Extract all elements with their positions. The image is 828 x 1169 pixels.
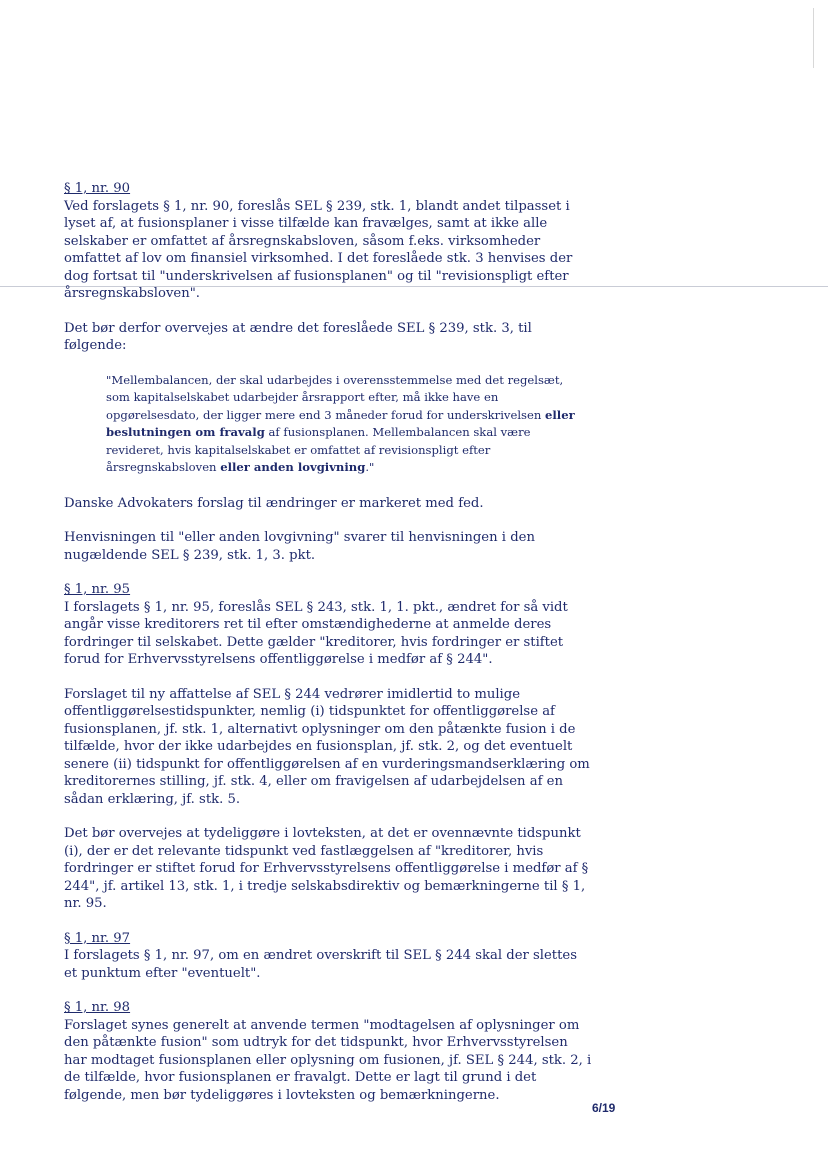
quote-bold-insertion: eller anden lovgivning [220, 460, 366, 474]
page-edge-line [813, 8, 814, 68]
paragraph-nr-90-proposal: Det bør derfor overvejes at ændre det foreslåede SEL § 239, stk. 3, til følgende: [64, 320, 532, 353]
paragraph-reference-note: Henvisningen til "eller anden lovgivning" svarer til henvisningen i den nugældende SEL § 239, stk. 1, 3. pkt. [64, 530, 535, 563]
section-heading-nr-98: § 1, nr. 98 [64, 1000, 131, 1015]
paragraph-nr-95-publication: Forslaget til ny affattelse af SEL § 244 vedrører imidlertid to mulige offentliggørelsestidspunkter, nemlig (i) tidspunktet for offentliggørelse af fusionsplanen, jf. stk. 1, alternativt oplysninger om den påtænkte fusion i de tilfælde, hvor der ikke udarbejdes en fusionsplan, jf. stk. 2, og det eventuelt senere (ii) tidspunkt for offentliggørelsen af en vurderingsmandserklæring om kreditorernes stilling, jf. stk. 4, eller om fravigelsen af udarbejdelsen af en sådan erklæring, jf. stk. 5. [64, 686, 590, 807]
paragraph-nr-95-intro: I forslagets § 1, nr. 95, foreslås SEL § 243, stk. 1, 1. pkt., ændret for så vidt angår visse kreditorers ret til efter omstændighederne at anmelde deres fordringer til selskabet. Dette gælder "kreditorer, hvis fordringer er stiftet forud for Erhvervsstyrelsens offentliggørelse i medfør af § 244". [64, 599, 568, 667]
quote-bold-insertion: eller beslutningen om fravalg [106, 407, 575, 439]
quote-text: "Mellembalancen, der skal udarbejdes i overensstemmelse med det regelsæt, som kapitalselskabet udarbejder årsrapport efter, må ikke have en opgørelsesdato, der ligger mere end 3 måneder forud for underskrivelsen [106, 372, 564, 422]
section-heading-nr-90: § 1, nr. 90 [64, 181, 131, 196]
paragraph-nr-95-recommendation: Det bør overvejes at tydeliggøre i lovteksten, at det er ovennævnte tidspunkt (i), der er det relevante tidspunkt ved fastlæggelsen af "kreditorer, hvis fordringer er stiftet forud for Erhvervsstyrelsens offentliggørelse i medfør af § 244", jf. artikel 13, stk. 1, i tredje selskabsdirektiv og bemærkningerne til § 1, nr. 95. [64, 826, 589, 911]
page-number: 6/19 [592, 1101, 616, 1115]
section-heading-nr-97: § 1, nr. 97 [64, 930, 131, 946]
section-heading-nr-95: § 1, nr. 95 [64, 582, 131, 597]
quote-text: ." [365, 460, 375, 474]
paragraph-bold-note: Danske Advokaters forslag til ændringer er markeret med fed. [64, 495, 484, 511]
paragraph-nr-97: I forslagets § 1, nr. 97, om en ændret overskrift til SEL § 244 skal der slettes et punktum efter "eventuelt". [64, 948, 577, 981]
quote-text: af fusionsplanen. Mellembalancen skal være revideret, hvis kapitalselskabet er omfattet af revisionspligt efter årsregnskabsloven [106, 425, 531, 474]
proposed-text-quote [106, 372, 580, 477]
document-body [64, 180, 594, 1121]
paragraph-nr-90-intro: Ved forslagets § 1, nr. 90, foreslås SEL § 239, stk. 1, blandt andet tilpasset i lyset af, at fusionsplaner i visse tilfælde kan fravælges, samt at ikke alle selskaber er omfattet af årsregnskabsloven, såsom f.eks. virksomheder omfattet af lov om finansiel virksomhed. I det foreslåede stk. 3 henvises der dog fortsat til "underskrivelsen af fusionsplanen" og til "revisionspligt efter årsregnskabsloven". [64, 198, 573, 301]
paragraph-nr-98: Forslaget synes generelt at anvende termen "modtagelsen af oplysninger om den påtænkte fusion" som udtryk for det tidspunkt, hvor Erhvervsstyrelsen har modtaget fusionsplanen eller oplysning om fusionen, jf. SEL § 244, stk. 2, i de tilfælde, hvor fusionsplanen er fravalgt. Dette er lagt til grund i det følgende, men bør tydeliggøres i lovteksten og bemærkningerne. [64, 1017, 592, 1103]
